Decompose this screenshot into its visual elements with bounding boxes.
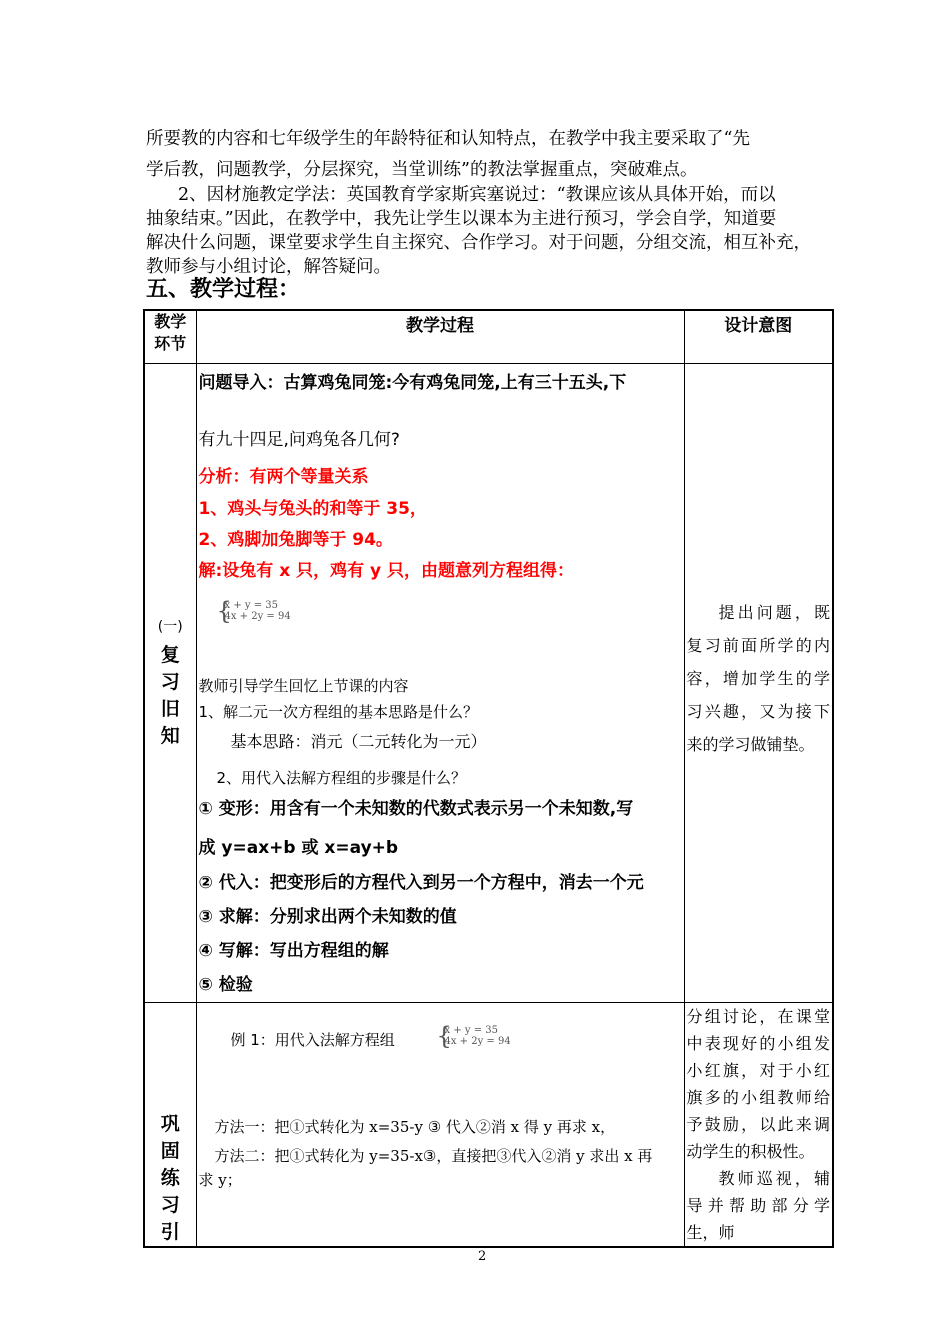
stage-char: 习: [160, 671, 180, 693]
stage-char: 巩: [160, 1113, 180, 1135]
solve-setup: 解:设兔有 x 只，鸡有 y 只，由题意列方程组得：: [198, 561, 575, 581]
equation-line: 4x + 2y = 94: [224, 611, 291, 622]
header-process: 教学过程: [196, 310, 684, 364]
stage-char: 旧: [160, 698, 180, 720]
question-1: 1、解二元一次方程组的基本思路是什么？: [198, 703, 479, 721]
stage-review: [144, 364, 196, 1003]
intro-line-2: 学后教，问题教学，分层探究，当堂训练”的教法掌握重点，突破难点。: [146, 160, 698, 180]
intro-line-3: 2、因材施教定学法：英国教育学家斯宾塞说过：“教课应该从具体开始，而以: [178, 185, 776, 205]
table-row-review: [144, 364, 833, 1003]
process-practice: [196, 1003, 684, 1248]
equation-line: x + y = 35: [224, 600, 278, 611]
stage-char: 知: [160, 725, 180, 747]
table-header-row: [144, 310, 833, 364]
step-1-line-2: 成 y=ax+b 或 x=ay+b: [198, 838, 399, 858]
intro-line-1: 所要教的内容和七年级学生的年龄特征和认知特点，在教学中我主要采取了“先: [146, 129, 750, 149]
stage-number: (一): [157, 619, 183, 635]
intent-text-1: 分组讨论，在课堂中表现好的小组发小红旗，对于小红旗多的小组教师给予鼓励，以此来调动学生的积极性。: [686, 1007, 830, 1161]
header-stage-line1: 教学: [154, 312, 187, 331]
intro-line-4: 抽象结束。”因此，在教学中，我先让学生以课本为主进行预习，学会自学，知道要: [146, 209, 777, 229]
header-intent: 设计意图: [684, 310, 833, 364]
step-5: ⑤ 检验: [198, 975, 253, 995]
stage-char: 固: [160, 1140, 180, 1162]
intent-review: [684, 364, 833, 1003]
method-1: 方法一：把①式转化为 x=35-y ③ 代入②消 x 得 y 再求 x，: [214, 1118, 616, 1136]
relation-2: 2、鸡脚加兔脚等于 94。: [198, 530, 393, 550]
stage-char: 复: [160, 644, 180, 666]
relation-1: 1、鸡头与兔头的和等于 35，: [198, 499, 427, 519]
problem-line-2: 有九十四足,问鸡兔各几何?: [198, 430, 400, 450]
step-2: ② 代入：把变形后的方程代入到另一个方程中，消去一个元: [198, 873, 644, 893]
section-title: 五、教学过程：: [146, 277, 301, 302]
problem-line-1: 问题导入：古算鸡兔同笼:今有鸡兔同笼,上有三十五头,下: [198, 373, 627, 393]
equation-line: x + y = 35: [444, 1025, 498, 1036]
table-row-practice: [144, 1003, 833, 1248]
intent-practice: [684, 1003, 833, 1248]
intro-line-5: 解决什么问题，课堂要求学生自主探究、合作学习。对于问题，分组交流，相互补充，: [146, 233, 811, 253]
stage-char: 引: [160, 1221, 180, 1243]
stage-practice: [144, 1003, 196, 1248]
page-number: 2: [478, 1249, 487, 1264]
step-1-line-1: ① 变形：用含有一个未知数的代数式表示另一个未知数,写: [198, 799, 634, 819]
analysis-text: 分析：有两个等量关系: [198, 467, 369, 487]
example-1: 例 1：用代入法解方程组: [230, 1031, 395, 1049]
header-stage: [144, 310, 196, 364]
intent-text-2: 教师巡视，辅导并帮助部分学生，师: [686, 1169, 830, 1242]
question-2: 2、用代入法解方程组的步骤是什么？: [216, 769, 467, 787]
stage-char: 练: [160, 1167, 180, 1189]
stage-char: 习: [160, 1194, 180, 1216]
basic-idea: 基本思路：消元（二元转化为一元）: [230, 732, 487, 751]
intro-line-6: 教师参与小组讨论，解答疑问。: [146, 257, 391, 277]
process-review: [196, 364, 684, 1003]
brace-icon: {: [436, 1022, 452, 1050]
method-2-line-1: 方法二：把①式转化为 y=35-x③，直接把③代入②消 y 求出 x 再: [214, 1147, 653, 1165]
step-3: ③ 求解：分别求出两个未知数的值: [198, 907, 457, 927]
brace-icon: {: [216, 597, 232, 625]
intent-text: 提出问题，既复习前面所学的内容，增加学生的学习兴趣，又为接下来的学习做铺垫。: [686, 603, 830, 754]
step-4: ④ 写解：写出方程组的解: [198, 941, 389, 961]
guide-text: 教师引导学生回忆上节课的内容: [198, 677, 409, 695]
equation-line: 4x + 2y = 94: [444, 1036, 511, 1047]
header-stage-line2: 环节: [154, 334, 187, 353]
teaching-process-table: [143, 309, 834, 1248]
method-2-line-2: 求 y；: [198, 1171, 242, 1189]
